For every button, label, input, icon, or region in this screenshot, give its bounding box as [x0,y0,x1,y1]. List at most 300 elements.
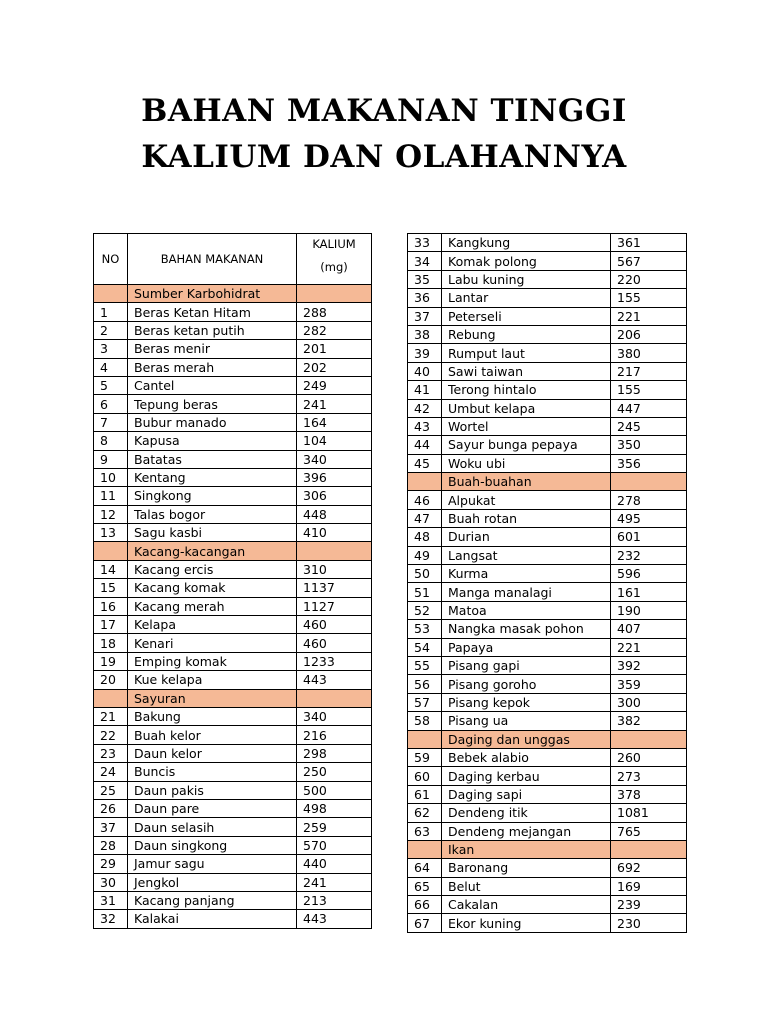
row-number: 53 [408,620,442,638]
row-number: 8 [94,432,128,450]
table-row [94,616,372,634]
row-number: 5 [94,376,128,394]
section-kalium-cell [297,542,372,560]
kalium-value: 169 [611,877,687,895]
kalium-value: 765 [611,822,687,840]
section-kalium-cell [611,730,687,748]
row-number: 15 [94,579,128,597]
table-row [408,656,687,674]
table-row [94,524,372,542]
kalium-value: 380 [611,344,687,362]
table-row [408,859,687,877]
food-name: Manga manalagi [442,583,611,601]
section-no-cell [94,542,128,560]
section-header-row [408,840,687,858]
table-left-body [94,234,372,929]
food-name: Beras merah [128,358,297,376]
table-row [94,468,372,486]
table-row [94,836,372,854]
table-row [408,767,687,785]
row-number: 23 [94,744,128,762]
kalium-value: 278 [611,491,687,509]
table-row [408,748,687,766]
row-number: 11 [94,487,128,505]
table-row [94,560,372,578]
food-name: Emping komak [128,652,297,670]
table-right-body [408,234,687,933]
kalium-value: 359 [611,675,687,693]
table-row [94,450,372,468]
table-row [94,505,372,523]
table-row [408,914,687,932]
row-number: 46 [408,491,442,509]
food-name: Ekor kuning [442,914,611,932]
table-row [94,799,372,817]
food-name: Komak polong [442,252,611,270]
kalium-value: 495 [611,509,687,527]
kalium-value: 692 [611,859,687,877]
row-number: 58 [408,712,442,730]
kalium-value: 260 [611,748,687,766]
table-row [94,579,372,597]
food-name: Beras menir [128,340,297,358]
section-kalium-cell [297,689,372,707]
food-name: Buah rotan [442,509,611,527]
row-number: 61 [408,785,442,803]
kalium-value: 1233 [297,652,372,670]
table-row [408,785,687,803]
table-row [94,652,372,670]
row-number: 51 [408,583,442,601]
food-name: Papaya [442,638,611,656]
row-number: 40 [408,362,442,380]
row-number: 21 [94,707,128,725]
table-row [94,634,372,652]
table-row [408,381,687,399]
table-row [94,376,372,394]
row-number: 32 [94,910,128,928]
food-name: Rebung [442,325,611,343]
row-number: 60 [408,767,442,785]
table-row [408,289,687,307]
food-name: Peterseli [442,307,611,325]
table-row [408,896,687,914]
kalium-value: 155 [611,381,687,399]
table-row [94,744,372,762]
food-name: Sayur bunga pepaya [442,436,611,454]
row-number: 64 [408,859,442,877]
section-header-row [94,285,372,303]
row-number: 20 [94,671,128,689]
kalium-value: 300 [611,693,687,711]
row-number: 65 [408,877,442,895]
row-number: 52 [408,601,442,619]
kalium-value: 567 [611,252,687,270]
row-number: 55 [408,656,442,674]
kalium-value: 310 [297,560,372,578]
kalium-value: 245 [611,417,687,435]
kalium-value: 216 [297,726,372,744]
food-name: Sawi taiwan [442,362,611,380]
row-number: 38 [408,325,442,343]
kalium-value: 447 [611,399,687,417]
table-row [94,340,372,358]
row-number: 17 [94,616,128,634]
table-row [408,362,687,380]
table-row [94,781,372,799]
row-number: 16 [94,597,128,615]
section-label: Sayuran [128,689,297,707]
table-header-row [94,234,372,285]
kalium-value: 104 [297,432,372,450]
food-name: Belut [442,877,611,895]
food-name: Nangka masak pohon [442,620,611,638]
food-name: Tepung beras [128,395,297,413]
food-name: Cantel [128,376,297,394]
kalium-value: 460 [297,616,372,634]
section-kalium-cell [611,840,687,858]
row-number: 49 [408,546,442,564]
row-number: 45 [408,454,442,472]
food-name: Matoa [442,601,611,619]
kalium-value: 407 [611,620,687,638]
food-name: Bubur manado [128,413,297,431]
row-number: 37 [94,818,128,836]
food-name: Kapusa [128,432,297,450]
kalium-value: 392 [611,656,687,674]
food-name: Talas bogor [128,505,297,523]
row-number: 29 [94,855,128,873]
food-name: Rumput laut [442,344,611,362]
kalium-value: 440 [297,855,372,873]
kalium-value: 232 [611,546,687,564]
table-row [408,491,687,509]
kalium-value: 190 [611,601,687,619]
row-number: 18 [94,634,128,652]
food-name: Pisang ua [442,712,611,730]
kalium-value: 250 [297,763,372,781]
kalium-value: 596 [611,565,687,583]
food-name: Buah kelor [128,726,297,744]
table-row [94,413,372,431]
table-row [94,432,372,450]
food-name: Buncis [128,763,297,781]
row-number: 2 [94,321,128,339]
section-header-row [408,473,687,491]
kalium-value: 221 [611,638,687,656]
table-row [94,818,372,836]
kalium-value: 1137 [297,579,372,597]
kalium-value: 273 [611,767,687,785]
kalium-value: 443 [297,910,372,928]
kalium-value: 213 [297,891,372,909]
potassium-table-left [93,233,372,929]
food-name: Batatas [128,450,297,468]
row-number: 12 [94,505,128,523]
section-header-row [94,542,372,560]
section-label: Buah-buahan [442,473,611,491]
kalium-value: 356 [611,454,687,472]
table-row [94,358,372,376]
table-row [94,597,372,615]
table-row [408,270,687,288]
kalium-value: 350 [611,436,687,454]
table-row [408,325,687,343]
row-number: 56 [408,675,442,693]
row-number: 13 [94,524,128,542]
table-row [94,873,372,891]
row-number: 62 [408,804,442,822]
table-row [408,620,687,638]
row-number: 25 [94,781,128,799]
row-number: 19 [94,652,128,670]
row-number: 1 [94,303,128,321]
food-name: Terong hintalo [442,381,611,399]
table-row [408,454,687,472]
kalium-value: 361 [611,234,687,252]
food-name: Beras Ketan Hitam [128,303,297,321]
table-row [94,487,372,505]
kalium-value: 570 [297,836,372,854]
row-number: 47 [408,509,442,527]
kalium-value: 164 [297,413,372,431]
kalium-value: 241 [297,873,372,891]
section-header-row [408,730,687,748]
row-number: 7 [94,413,128,431]
food-name: Beras ketan putih [128,321,297,339]
food-name: Durian [442,528,611,546]
table-row [94,395,372,413]
table-row [408,509,687,527]
food-name: Kacang komak [128,579,297,597]
row-number: 26 [94,799,128,817]
kalium-value: 230 [611,914,687,932]
table-row [94,855,372,873]
table-row [408,712,687,730]
food-name: Kue kelapa [128,671,297,689]
section-no-cell [408,840,442,858]
kalium-value: 460 [297,634,372,652]
row-number: 24 [94,763,128,781]
kalium-value: 220 [611,270,687,288]
kalium-value: 282 [297,321,372,339]
title-line-1: BAHAN MAKANAN TINGGI [141,93,627,129]
table-row [408,436,687,454]
table-row [408,234,687,252]
food-name: Cakalan [442,896,611,914]
row-number: 9 [94,450,128,468]
row-number: 43 [408,417,442,435]
row-number: 10 [94,468,128,486]
food-name: Bebek alabio [442,748,611,766]
page-title [0,88,768,180]
header-no: NO [94,234,128,285]
food-name: Sagu kasbi [128,524,297,542]
food-name: Daun kelor [128,744,297,762]
row-number: 57 [408,693,442,711]
kalium-value: 288 [297,303,372,321]
food-name: Baronang [442,859,611,877]
table-row [408,399,687,417]
kalium-value: 202 [297,358,372,376]
section-no-cell [94,285,128,303]
table-row [94,763,372,781]
food-name: Lantar [442,289,611,307]
food-name: Daun selasih [128,818,297,836]
food-name: Wortel [442,417,611,435]
table-row [408,675,687,693]
table-row [94,707,372,725]
row-number: 6 [94,395,128,413]
row-number: 3 [94,340,128,358]
table-row [94,891,372,909]
row-number: 66 [408,896,442,914]
food-name: Jamur sagu [128,855,297,873]
kalium-value: 500 [297,781,372,799]
food-name: Kelapa [128,616,297,634]
kalium-value: 155 [611,289,687,307]
row-number: 36 [408,289,442,307]
food-name: Kacang merah [128,597,297,615]
table-row [408,344,687,362]
table-row [408,877,687,895]
row-number: 54 [408,638,442,656]
table-row [408,252,687,270]
food-name: Dendeng itik [442,804,611,822]
table-row [94,321,372,339]
kalium-value: 396 [297,468,372,486]
food-name: Alpukat [442,491,611,509]
table-row [94,303,372,321]
kalium-value: 161 [611,583,687,601]
table-row [408,804,687,822]
food-name: Kurma [442,565,611,583]
kalium-value: 443 [297,671,372,689]
food-name: Kangkung [442,234,611,252]
row-number: 63 [408,822,442,840]
title-line-2: KALIUM DAN OLAHANNYA [141,139,627,175]
row-number: 44 [408,436,442,454]
food-name: Dendeng mejangan [442,822,611,840]
kalium-value: 259 [297,818,372,836]
food-name: Kacang panjang [128,891,297,909]
food-name: Pisang kepok [442,693,611,711]
food-name: Daun pare [128,799,297,817]
table-row [408,822,687,840]
row-number: 42 [408,399,442,417]
row-number: 50 [408,565,442,583]
kalium-value: 1127 [297,597,372,615]
row-number: 67 [408,914,442,932]
section-kalium-cell [611,473,687,491]
food-name: Woku ubi [442,454,611,472]
header-bahan-makanan: BAHAN MAKANAN [128,234,297,285]
kalium-value: 1081 [611,804,687,822]
section-no-cell [94,689,128,707]
kalium-value: 410 [297,524,372,542]
food-name: Kenari [128,634,297,652]
row-number: 37 [408,307,442,325]
table-row [408,307,687,325]
food-name: Daging kerbau [442,767,611,785]
section-no-cell [408,730,442,748]
row-number: 33 [408,234,442,252]
table-row [408,583,687,601]
table-row [408,565,687,583]
row-number: 39 [408,344,442,362]
kalium-value: 306 [297,487,372,505]
kalium-value: 239 [611,896,687,914]
table-row [94,726,372,744]
header-kalium-label: KALIUM [312,237,356,251]
kalium-value: 601 [611,528,687,546]
row-number: 41 [408,381,442,399]
section-label: Ikan [442,840,611,858]
kalium-value: 241 [297,395,372,413]
row-number: 22 [94,726,128,744]
section-label: Kacang-kacangan [128,542,297,560]
table-row [408,546,687,564]
table-row [408,638,687,656]
section-kalium-cell [297,285,372,303]
food-name: Langsat [442,546,611,564]
kalium-value: 498 [297,799,372,817]
kalium-value: 298 [297,744,372,762]
row-number: 35 [408,270,442,288]
food-name: Daun singkong [128,836,297,854]
food-name: Jengkol [128,873,297,891]
kalium-value: 249 [297,376,372,394]
food-name: Bakung [128,707,297,725]
food-name: Kacang ercis [128,560,297,578]
food-name: Pisang goroho [442,675,611,693]
food-name: Pisang gapi [442,656,611,674]
table-row [94,671,372,689]
food-name: Umbut kelapa [442,399,611,417]
table-row [408,693,687,711]
header-kalium [297,234,372,285]
food-name: Daging sapi [442,785,611,803]
kalium-value: 340 [297,707,372,725]
food-name: Singkong [128,487,297,505]
kalium-value: 340 [297,450,372,468]
food-name: Kentang [128,468,297,486]
kalium-value: 448 [297,505,372,523]
row-number: 4 [94,358,128,376]
potassium-table-right [407,233,687,933]
row-number: 48 [408,528,442,546]
kalium-value: 221 [611,307,687,325]
section-label: Daging dan unggas [442,730,611,748]
table-row [408,417,687,435]
kalium-value: 217 [611,362,687,380]
row-number: 34 [408,252,442,270]
header-kalium-unit: (mg) [320,260,348,274]
food-name: Daun pakis [128,781,297,799]
row-number: 28 [94,836,128,854]
row-number: 59 [408,748,442,766]
table-row [94,910,372,928]
section-header-row [94,689,372,707]
table-row [408,601,687,619]
food-name: Kalakai [128,910,297,928]
kalium-value: 378 [611,785,687,803]
table-row [408,528,687,546]
kalium-value: 206 [611,325,687,343]
section-label: Sumber Karbohidrat [128,285,297,303]
kalium-value: 201 [297,340,372,358]
row-number: 14 [94,560,128,578]
